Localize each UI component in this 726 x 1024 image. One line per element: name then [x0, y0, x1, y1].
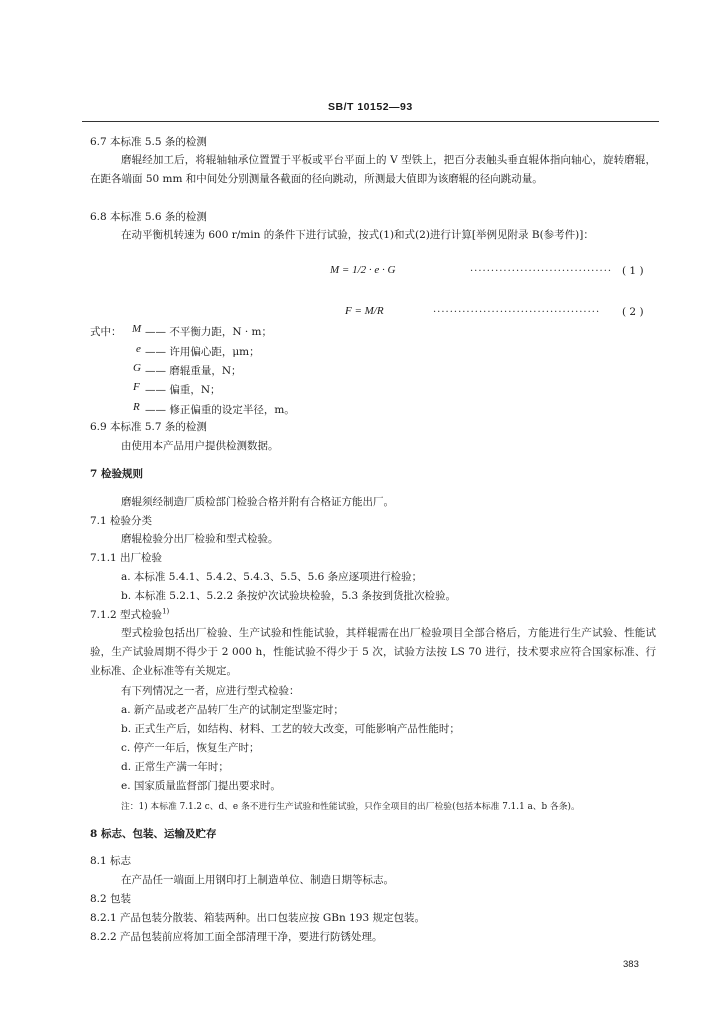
condition-item: e. 国家质量监督部门提出要求时。 [121, 780, 281, 792]
header-rule [82, 121, 659, 122]
equation-2-number: ( 2 ) [622, 306, 644, 318]
footnote: 注：1) 本标准 7.1.2 c、d、e 条不进行生产试验和性能试验，只作全项目的出厂检验(包括本标准 7.1.1 a、b 各条)。 [121, 802, 580, 812]
equation-2: F = M/R [345, 305, 384, 317]
section-7-1-1-item-b: b. 本标准 5.2.1、5.2.2 条按炉次试验块检验，5.3 条按到货批次检验。 [121, 590, 457, 602]
section-6-8-title: 6.8 本标准 5.6 条的检测 [90, 211, 207, 223]
var-description: —— 偏重，N； [145, 384, 221, 396]
footnote-ref: 1) [162, 607, 170, 616]
section-6-7-title: 6.7 本标准 5.5 条的检测 [90, 136, 207, 148]
section-8-1-title: 8.1 标志 [90, 855, 132, 867]
section-7-1-2-text: 型式检验包括出厂检验、生产试验和性能试验，其样辊需在出厂检验项目全部合格后，方能进行生产试验、性能试验，生产试验周期不得少于 2 000 h，性能试验不得少于 5 次，试验方法按 LS 70 进行，技术要求应符合国家标准、行业标准、企业标准等有关规定。 [90, 627, 656, 677]
section-8-2-2: 8.2.2 产品包装前应将加工面全部清理干净，要进行防锈处理。 [90, 931, 383, 943]
equation-1-number: ( 1 ) [622, 265, 644, 277]
var-symbol: G [133, 362, 141, 374]
var-description: —— 不平衡力距，N · m； [145, 326, 272, 338]
section-8-2-1: 8.2.1 产品包装分散装、箱装两种。出口包装应按 GBn 193 规定包装。 [90, 912, 425, 924]
section-7-1-2-title [90, 607, 169, 622]
section-7-intro: 磨辊须经制造厂质检部门检验合格并附有合格证方能出厂。 [121, 496, 394, 508]
section-8-title: 8 标志、包装、运输及贮存 [90, 828, 217, 840]
var-description: —— 修正偏重的设定半径，m。 [145, 404, 295, 416]
section-7-title: 7 检验规则 [90, 468, 143, 480]
section-6-7-text: 磨辊经加工后，将辊轴轴承位置置于平板或平台平面上的 V 型铁上，把百分表触头垂直辊体指向轴心，旋转磨辊，在距各端面 50 mm 和中间处分别测量各截面的径向跳动，所测最大值即为该磨辊的径向跳动量。 [90, 154, 656, 185]
section-6-9-title: 6.9 本标准 5.7 条的检测 [90, 421, 207, 433]
section-8-1-text: 在产品任一端面上用钢印打上制造单位、制造日期等标志。 [121, 874, 394, 886]
section-7-1-2-title-text: 7.1.2 型式检验 [90, 609, 163, 621]
equation-1: M = 1/2 · e · G [330, 264, 396, 276]
var-symbol: R [133, 401, 140, 413]
var-description: —— 磨辊重量，N； [145, 365, 242, 377]
condition-item: b. 正式生产后，如结构、材料、工艺的较大改变，可能影响产品性能时； [121, 723, 460, 735]
where-label: 式中： [90, 326, 122, 338]
condition-item: d. 正常生产满一年时； [121, 761, 229, 773]
var-symbol: F [133, 381, 140, 393]
var-description: —— 许用偏心距，μm； [145, 346, 260, 358]
section-8-2-title: 8.2 包装 [90, 893, 132, 905]
var-symbol: e [136, 343, 141, 355]
section-6-8-text: 在动平衡机转速为 600 r/min 的条件下进行试验，按式(1)和式(2)进行计算[举例见附录 B(参考件)]： [121, 229, 594, 241]
page-number: 383 [623, 959, 639, 970]
condition-item: c. 停产一年后，恢复生产时； [121, 742, 260, 754]
equation-1-leader: ·································· [470, 266, 613, 277]
section-7-1-1-item-a: a. 本标准 5.4.1、5.4.2、5.4.3、5.5、5.6 条应逐项进行检验； [121, 571, 423, 583]
var-symbol: M [132, 323, 142, 335]
standard-code: SB/T 10152—93 [328, 101, 413, 113]
section-7-1-title: 7.1 检验分类 [90, 515, 153, 527]
section-7-1-1-title: 7.1.1 出厂检验 [90, 552, 163, 564]
section-7-1-text: 磨辊检验分出厂检验和型式检验。 [121, 533, 279, 545]
condition-item: a. 新产品或老产品转厂生产的试制定型鉴定时； [121, 704, 344, 716]
section-6-9-text: 由使用本产品用户提供检测数据。 [121, 440, 279, 452]
equation-2-leader: ········································ [433, 307, 601, 318]
conditions-intro: 有下列情况之一者，应进行型式检验： [121, 685, 300, 697]
